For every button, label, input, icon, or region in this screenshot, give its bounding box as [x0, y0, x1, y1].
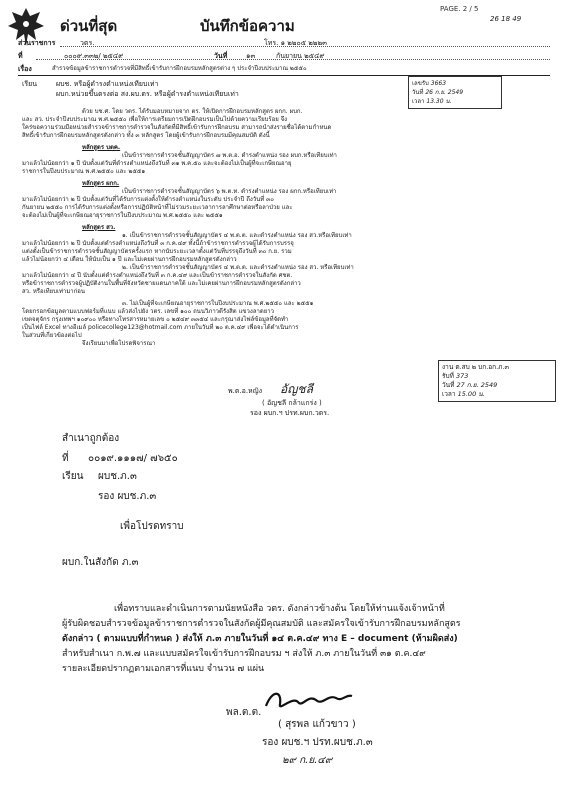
- receipt-stamp-mid: [438, 360, 556, 402]
- course-line: จะต้องไม่เป็นผู้ที่จะเกษียณอายุราชการในปีงบประมาณ พ.ศ.๒๕๕๐ และ ๒๕๕๑: [22, 212, 223, 219]
- course-title: หลักสูตร ผกก.: [82, 180, 120, 187]
- forward-signer-position: รอง ผบช.ฯ ปรท.ผบช.ภ.๓: [262, 737, 373, 748]
- course-line: สว. หรือเทียบเท่ามาก่อน: [22, 288, 85, 295]
- body-line: ใคร่ขอความร่วมมือหน่วยสำรวจข้าราชการตำรวจในสังกัดที่มีสิทธิ์เข้ารับการฝึกอบรม สามารถนำส่งรายชื่อได้ตามกำหนด: [22, 124, 332, 131]
- receipt-top-no-label: เลขรับ: [412, 80, 429, 87]
- receipt-stamp-top: [408, 76, 502, 109]
- receipt-top-time-label: เวลา: [412, 98, 425, 105]
- closing-line: เขตจตุจักร กรุงเทพฯ ๑๐๙๐๐ หรือทางโทรสารหมายเลข ๐ ๒๕๔๙ ๓๓๕๔ และกรุณาส่งไฟล์ข้อมูลที่จัดทำ: [22, 316, 289, 323]
- receipt-mid-unit: งาน ต.สบ ๒ บก.อก.ภ.๓: [442, 363, 509, 371]
- subject-value: สำรวจข้อมูลข้าราชการตำรวจที่มีสิทธิ์เข้ารับการฝึกอบรมหลักสูตรต่าง ๆ ประจำปีงบประมาณ ๒๕๕๐: [52, 65, 307, 72]
- forward-line: เพื่อทราบและดำเนินการตามนัยหนังสือ วตร. ดังกล่าวข้างต้น โดยให้ท่านแจ้งเจ้าหน้าที่: [114, 604, 445, 614]
- forward-signer-date: ๒๙ ก.ย.๔๙: [282, 755, 333, 766]
- closing-line: ในส่วนที่เกี่ยวข้องต่อไป: [22, 332, 82, 339]
- to-line-2: ผบก.หน่วยขึ้นตรงต่อ สง.ผบ.ตร. หรือผู้ดำรงตำแหน่งเทียบเท่า: [56, 90, 239, 98]
- receipt-mid-no: 373: [455, 372, 469, 380]
- forward-line: ดังกล่าว ( ตามแบบที่กำหนด ) ส่งให้ ภ.๓ ภายในวันที่ ๑๔ ต.ค.๔๙ ทาง E – document (ห้ามผิดส่ง): [62, 634, 458, 644]
- receipt-mid-time-label: เวลา: [442, 390, 456, 398]
- course-line: มาแล้วไม่น้อยกว่า ๑ ปี นับตั้งแต่วันที่ดำรงตำแหน่งถึงวันที่ ๓๑ พ.ค.๕๐ และจะต้องไม่เป็นผู้ที่จะเกษียณอายุ: [22, 160, 292, 167]
- course-line: แล้วไม่น้อยกว่า ๔ เดือน ให้นับเป็น ๑ ปี และไม่เคยผ่านการฝึกอบรมหลักสูตรดังกล่าว: [22, 256, 237, 263]
- agency-tel: โทร. ๑ ๒๒๐๕ ๒๒๒๓: [264, 39, 327, 47]
- to-label: เรียน: [22, 80, 38, 88]
- receipt-top-no: 3663: [430, 80, 447, 87]
- closing-line: ๓. ไม่เป็นผู้ที่จะเกษียณอายุราชการในปีงบประมาณ พ.ศ.๒๕๕๐ และ ๒๕๕๑: [122, 300, 314, 307]
- receipt-top-date-label: วันที่: [412, 89, 424, 96]
- copy-to-value: ผบช.ภ.๓: [98, 471, 137, 482]
- agency-dotted-line: [60, 46, 550, 47]
- course-line: มาแล้วไม่น้อยกว่า ๒ ปี นับตั้งแต่ดำรงตำแหน่งถึงวันที่ ๓ ก.ค.๔๙ ทั้งนี้ถ้าข้าราชการตำรวจผู้ได้รับการบรรจุ: [22, 240, 294, 247]
- doc-no-label: ที่: [18, 52, 23, 60]
- doc-no-dotted-line: [36, 59, 550, 60]
- date-day: ๑๓: [246, 52, 256, 60]
- receipt-mid-no-label: รับที่: [442, 372, 454, 380]
- course-line: หรือข้าราชการตำรวจผู้ปฏิบัติงานในพื้นที่จังหวัดชายแดนภาคใต้ และไม่เคยผ่านการฝึกอบรมหลักสูตรดังกล่าว: [22, 280, 301, 287]
- closing-line: จึงเรียนมาเพื่อโปรดพิจารณา: [82, 340, 156, 347]
- receipt-mid-date-label: วันที่: [442, 381, 455, 389]
- copy-cc-to: รอง ผบช.ภ.๓: [98, 491, 157, 502]
- copy-doc-no-value: ๐๐๑๙.๑๑๑๗/ ๗๖๕๐: [88, 453, 178, 464]
- closing-line: เป็นไฟล์ Excel ทางอีเมล์ policecollege123@hotmail.com ภายในวันที่ ๒๐ ต.ค.๔๙ เพื่อจะได้ดำเนินการ: [22, 324, 299, 331]
- page-stamp: PAGE. 2 / 5: [440, 5, 479, 13]
- sender-signature: อัญชลี: [280, 382, 313, 396]
- body-line: และ สว. ประจำปีงบประมาณ พ.ศ.๒๕๕๐ เพื่อให้การเตรียมการเปิดฝึกอบรมเป็นไปด้วยความเรียบร้อย จึง: [22, 116, 288, 123]
- to-line-1: ผบช. หรือผู้ดำรงตำแหน่งเทียบเท่า: [56, 80, 159, 88]
- forward-line: ผู้รับผิดชอบสำรวจข้อมูลข้าราชการตำรวจในสังกัดผู้มีคุณสมบัติ และสมัครใจเข้ารับการฝึกอบรมหลักสูตร: [62, 619, 461, 629]
- course-line: มาแล้วไม่น้อยกว่า ๔ ปี นับตั้งแต่ดำรงตำแหน่งถึงวันที่ ๓ ก.ค.๔๙ และเป็นข้าราชการตำรวจในสังกัด ศชต.: [22, 272, 293, 279]
- course-line: ราชการในปีงบประมาณ พ.ศ.๒๕๕๐ และ ๒๕๕๑: [22, 168, 146, 175]
- copy-distribution: ผบก.ในสังกัด ภ.๓: [62, 557, 139, 568]
- copy-to-label: เรียน: [62, 471, 84, 482]
- forward-paragraph: [62, 602, 552, 677]
- subject-label: เรื่อง: [18, 65, 32, 73]
- forward-signature-icon: [262, 688, 354, 714]
- memo-title: บันทึกข้อความ: [200, 17, 295, 35]
- copy-certified-label: สำเนาถูกต้อง: [62, 433, 120, 444]
- top-stamp-number: 26 18 49: [490, 15, 522, 23]
- course-line: ๒. เป็นข้าราชการตำรวจชั้นสัญญาบัตร ๔ พ.ต.ต. และดำรงตำแหน่ง รอง สว. หรือเทียบเท่า: [122, 264, 354, 271]
- forward-line: สำหรับสำเนา ก.พ.๗ และแบบสมัครใจเข้ารับการฝึกอบรม ฯ ส่งให้ ภ.๓ ภายในวันที่ ๓๑ ต.ค.๔๙: [62, 649, 426, 659]
- receipt-mid-date: 27 ก.ย. 2549: [456, 381, 498, 389]
- course-title: หลักสูตร บตค.: [82, 144, 121, 151]
- closing-line: โดยกรอกข้อมูลตามแบบฟอร์มที่แนบ แล้วส่งไปยัง วตร. เลขที่ ๑๐๐ ถนนวิภาวดีรังสิต แขวงลาดยาว: [22, 308, 275, 315]
- course-line: แต่งตั้งเป็นข้าราชการตำรวจชั้นสัญญาบัตรครั้งแรก หากนับระยะเวลาตั้งแต่วันที่บรรจุถึงวันที่ ๓๐ ก.ย. รวม: [22, 248, 292, 255]
- sender-name: ( อัญชลี กล้าแกร่ง ): [262, 399, 322, 407]
- copy-for-info: เพื่อโปรดทราบ: [120, 521, 184, 532]
- body-line: สิทธิ์เข้ารับการฝึกอบรมหลักสูตรดังกล่าว ทั้ง ๓ หลักสูตร โดยผู้เข้ารับการฝึกอบรมมีคุณสมบัติ ดังนี้: [22, 132, 270, 139]
- receipt-top-date: 26 ก.ย. 2549: [425, 89, 464, 96]
- copy-doc-no-label: ที่: [62, 453, 69, 464]
- body-line: ด้วย บช.ศ. โดย วตร. ได้รับมอบหมายจาก ตร. ให้เปิดการฝึกอบรมหลักสูตร ผกก. ผบก.: [82, 108, 303, 115]
- body-section: [22, 108, 552, 348]
- course-line: มาแล้วไม่น้อยกว่า ๒ ปี นับตั้งแต่วันที่ได้รับการแต่งตั้งให้ดำรงตำแหน่งในระดับ ประจำปี ถึงวันที่ ๓๐: [22, 196, 274, 203]
- urgency-label: ด่วนที่สุด: [60, 17, 118, 35]
- date-month-year: กันยายน ๒๕๔๙: [276, 52, 325, 60]
- course-line: เป็นข้าราชการตำรวจชั้นสัญญาบัตร ๖ พ.ต.ท. ดำรงตำแหน่ง รอง ผกก.หรือเทียบเท่า: [122, 188, 337, 195]
- sender-position: รอง ผบก.ฯ ปรท.ผบก.วตร.: [250, 409, 330, 417]
- course-line: ๑. เป็นข้าราชการตำรวจชั้นสัญญาบัตร ๔ พ.ต.ต. และดำรงตำแหน่ง รอง สว.หรือเทียบเท่า: [122, 232, 352, 239]
- date-label: วันที่: [214, 52, 228, 60]
- sender-rank: พ.ต.อ.หญิง: [228, 387, 263, 395]
- doc-no-value: ๐๐๐๙.๓๓๒/ ๒๕๔๙: [64, 52, 124, 60]
- receipt-mid-time: 15.00 น.: [457, 390, 485, 398]
- forward-line: รายละเอียดปรากฏตามเอกสารที่แนบ จำนวน ๗ แผ่น: [62, 664, 265, 674]
- agency-label: ส่วนราชการ: [18, 39, 56, 47]
- course-title: หลักสูตร สว.: [82, 224, 116, 231]
- forward-signer-rank: พล.ต.ต.: [226, 707, 262, 718]
- forward-signer-name: ( สุรพล แก้วขาว ): [278, 719, 356, 730]
- receipt-top-time: 13.30 น.: [426, 98, 452, 105]
- course-line: เป็นข้าราชการตำรวจชั้นสัญญาบัตร ๗ พ.ต.อ. ดำรงตำแหน่ง รอง ผบก.หรือเทียบเท่า: [122, 152, 337, 159]
- course-line: กันยายน ๒๕๕๐ การได้รับการแต่งตั้งหรือการปฏิบัติหน้าที่ไม่รวมระยะเวลาการลาศึกษาต่อหรือลาป่วย และ: [22, 204, 293, 211]
- agency-value: วตร.: [80, 39, 95, 47]
